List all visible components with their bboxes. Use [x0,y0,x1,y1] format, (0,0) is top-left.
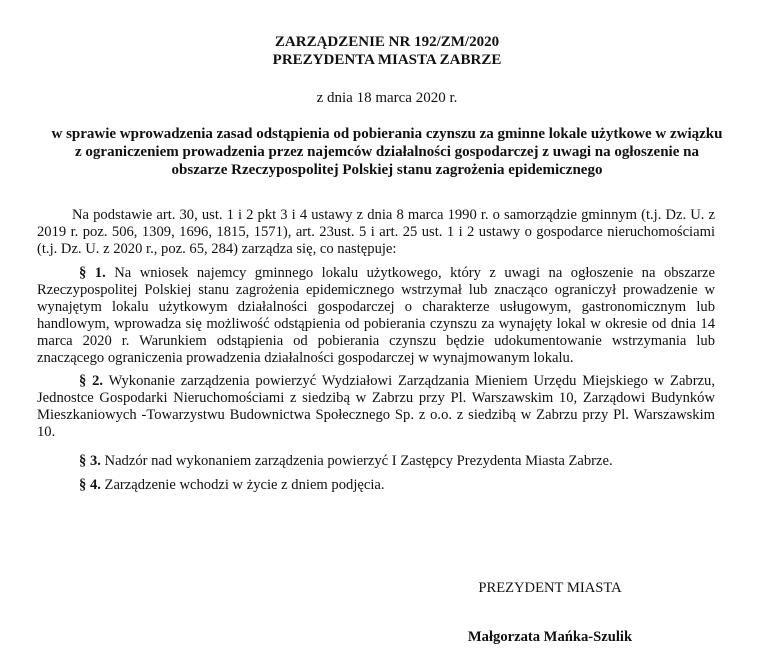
paragraph-2 [37,373,715,441]
paragraph-3 [37,453,715,470]
title-line-2: PREZYDENTA MIASTA ZABRZE [272,52,502,68]
signature-name: Małgorzata Mańka-Szulik [467,629,633,645]
subject-line-1: w sprawie wprowadzenia zasad odstąpienia od pobierania czynszu za gminne lokale użytkowe w związku [51,126,723,142]
paragraph-2-text: Wykonanie zarządzenia powierzyć Wydziałowi Zarządzania Mieniem Urzędu Miejskiego w Zabrzu, Jednostce Gospodarki Nieruchomościami z siedzibą w Zabrzu przy Pl. Warszawskim 10, Zarządowi Budynków Mieszkaniowych -Towarzystwu Budownictwa Społecznego Sp. z o.o. z siedzibą w Zabrzu przy Pl. Warszawskim 10. [37,373,716,440]
paragraph-1-label: § 1. [79,265,106,281]
paragraph-1-text: Na wniosek najemcy gminnego lokalu użytkowego, który z uwagi na ogłoszenie na obszarze Rzeczypospolitej Polskiej stanu zagrożenia epidemicznego wstrzymał lub znacząco ograniczył prowadzenie w wynajętym lokalu użytkowym działalności gospodarczej o charakterze usługowym, gastronomicznym lub handlowym, wprowadza się możliwość odstąpienia od pobierania czynszu za wynajęty lokal w okresie od dnia 14 marca 2020 r. Warunkiem odstąpienia od pobierania czynszu będzie udokumentowanie wstrzymania lub znaczącego ograniczenia prowadzenia działalności gospodarczej w wynajmowanym lokalu. [37,265,715,366]
document-title [0,33,774,69]
preamble: Na podstawie art. 30, ust. 1 i 2 pkt 3 i 4 ustawy z dnia 8 marca 1990 r. o samorządzie gminnym (t.j. Dz. U. z 2019 r. poz. 506, 1309, 1696, 1815, 1571), art. 23ust. 5 i art. 25 ust. 1 i 2 ustawy o gospodarce nieruchomościami (t.j. Dz. U. z 2020 r., poz. 65, 284) zarządza się, co następuje: [37,207,715,257]
paragraph-3-label: § 3. [79,453,101,469]
document-subject [50,125,724,179]
signature-title: PREZYDENT MIASTA [478,580,622,596]
paragraph-4 [37,477,715,494]
document-date: z dnia 18 marca 2020 r. [316,90,458,106]
paragraph-4-text: Zarządzenie wchodzi w życie z dniem podjęcia. [100,477,385,493]
subject-line-2: z ograniczeniem prowadzenia przez najemców działalności gospodarczej z uwagi na ogłoszenie na [75,144,699,160]
paragraph-2-label: § 2. [79,373,104,389]
subject-line-3: obszarze Rzeczypospolitej Polskiej stanu zagrożenia epidemicznego [171,162,603,178]
paragraph-1 [37,265,715,367]
title-line-1: ZARZĄDZENIE NR 192/ZM/2020 [274,34,500,50]
paragraph-3-text: Nadzór nad wykonaniem zarządzenia powierzyć I Zastępcy Prezydenta Miasta Zabrze. [100,453,613,469]
paragraph-4-label: § 4. [79,477,101,493]
